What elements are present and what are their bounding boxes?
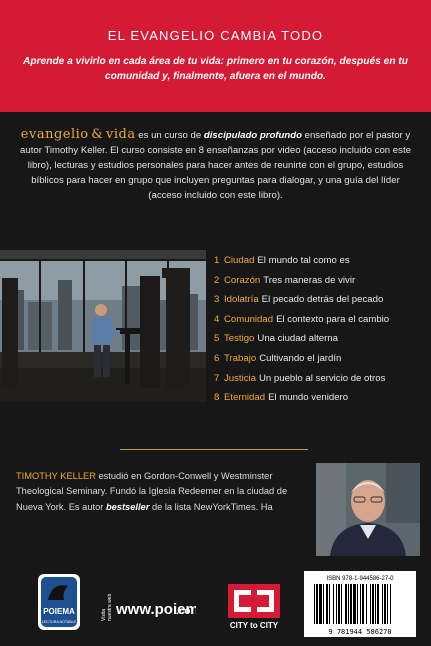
studio-photo (0, 250, 206, 402)
session-list (214, 255, 429, 412)
poiema-website-logo (100, 585, 196, 625)
bio-bestseller: bestseller (105, 501, 150, 512)
session-number: 3 (214, 294, 220, 306)
barcode-bar (333, 584, 334, 624)
isbn-digits: 9 781944 586270 (328, 628, 392, 636)
banner-title: EL EVANGELIO CAMBIA TODO (107, 28, 324, 43)
session-number: 8 (214, 392, 220, 404)
session-name: Testigo (224, 333, 255, 345)
section-divider (120, 449, 308, 450)
session-title: Cultivando el jardín (259, 352, 342, 364)
header-banner (0, 0, 431, 112)
website-text: www.poiem (116, 601, 196, 618)
session-item (214, 255, 429, 275)
session-item (214, 314, 429, 334)
poiema-logo-tagline: LECTURA NOTABLE (41, 620, 77, 624)
session-name: Ciudad (224, 255, 255, 266)
banner-subtitle: Aprende a vivirlo en cada área de tu vida: primero en tu corazón, después en tu comunidad y, finalmente, afuera en el mundo. (23, 56, 408, 82)
session-number: 2 (214, 274, 220, 286)
barcode-bar (360, 584, 361, 624)
barcode-bar (372, 584, 374, 624)
barcode-bar (336, 584, 337, 624)
barcode-bar (323, 584, 324, 624)
barcode-bar (326, 584, 328, 624)
author-portrait (316, 463, 420, 556)
barcode-bar (329, 584, 330, 624)
city-to-city-logo (228, 584, 280, 630)
barcode-bar (314, 584, 315, 624)
session-number: 4 (214, 313, 220, 325)
bio-text-2: de la lista NewYorkTimes. Ha (149, 501, 273, 512)
barcode-bar (357, 584, 358, 624)
city-to-city-text: CITY to CITY (229, 621, 279, 630)
barcode-bar (362, 584, 364, 624)
barcode-bar (370, 584, 371, 624)
session-item (214, 353, 429, 373)
session-item (214, 373, 429, 393)
visit-label-2: nuestra web (107, 593, 113, 621)
barcode-bar (316, 584, 318, 624)
barcode-bars (314, 584, 391, 624)
session-name: Eternidad (224, 392, 266, 404)
session-title: El contexto para el cambio (276, 313, 390, 325)
barcode-bar (387, 584, 388, 624)
isbn-label: ISBN 978-1-944586-27-0 (326, 576, 394, 582)
barcode-bar (390, 584, 391, 624)
session-name: Corazón (224, 274, 261, 286)
session-number: 5 (214, 333, 220, 345)
isbn-barcode (304, 571, 416, 637)
session-item (214, 275, 429, 295)
barcode-bar (345, 584, 347, 624)
barcode-bar (384, 584, 386, 624)
barcode-bar (375, 584, 376, 624)
barcode-bar (338, 584, 340, 624)
session-title: Un pueblo al servicio de otros (259, 372, 386, 384)
session-title: El mundo tal como es (257, 255, 350, 266)
course-description (18, 127, 413, 203)
session-number: 6 (214, 352, 220, 364)
session-number: 7 (214, 372, 220, 384)
course-brand-word-2: vida (106, 127, 136, 142)
description-text-1: es un curso de (135, 130, 204, 141)
barcode-bar (341, 584, 342, 624)
session-number: 1 (214, 255, 220, 266)
author-bio (16, 469, 306, 515)
session-name: Comunidad (224, 313, 274, 325)
bio-text-1: estudió en Gordon-Conwell y Westminster Theological Seminary. Fundó la Iglesia Redeemer en la ciudad de Nueva York. Es autor (16, 471, 288, 512)
barcode-bar (377, 584, 379, 624)
session-item (214, 294, 429, 314)
visit-label-1: Visita (101, 608, 107, 621)
session-title: El mundo venidero (268, 392, 349, 404)
session-title: Tres maneras de vivir (263, 274, 356, 286)
session-name: Idolatría (224, 294, 259, 306)
description-emphasis: discipulado profundo (203, 130, 302, 141)
barcode-bar (319, 584, 322, 624)
session-title: El pecado detrás del pecado (261, 294, 384, 306)
poiema-logo-text: POIEMA (43, 607, 75, 616)
barcode-bar (382, 584, 383, 624)
session-item (214, 392, 429, 412)
barcode-bar (366, 584, 367, 624)
website-tld: .co (176, 606, 191, 617)
session-title: Una ciudad alterna (257, 333, 338, 345)
session-name: Trabajo (224, 352, 257, 364)
session-item (214, 333, 429, 353)
poiema-logo (38, 574, 80, 630)
barcode-bar (350, 584, 352, 624)
session-name: Justicia (224, 372, 256, 384)
course-brand-word-1: evangelio (20, 127, 89, 142)
barcode-bar (353, 584, 356, 624)
barcode-bar (348, 584, 349, 624)
author-name: TIMOTHY KELLER (16, 471, 96, 481)
description-text-2: enseñado por el pastor y autor Timothy Keller. El curso consiste en 8 enseñanzas por video (acceso incluido con este libro), lecturas y estudios personales para hacer antes de reunirte con el grupo, estudios bíblicos para hacer en grupo que incluyen preguntas para dialogar, y una guía del líder (acceso incluido con este libro). (20, 130, 411, 201)
course-brand-ampersand: & (91, 127, 104, 142)
